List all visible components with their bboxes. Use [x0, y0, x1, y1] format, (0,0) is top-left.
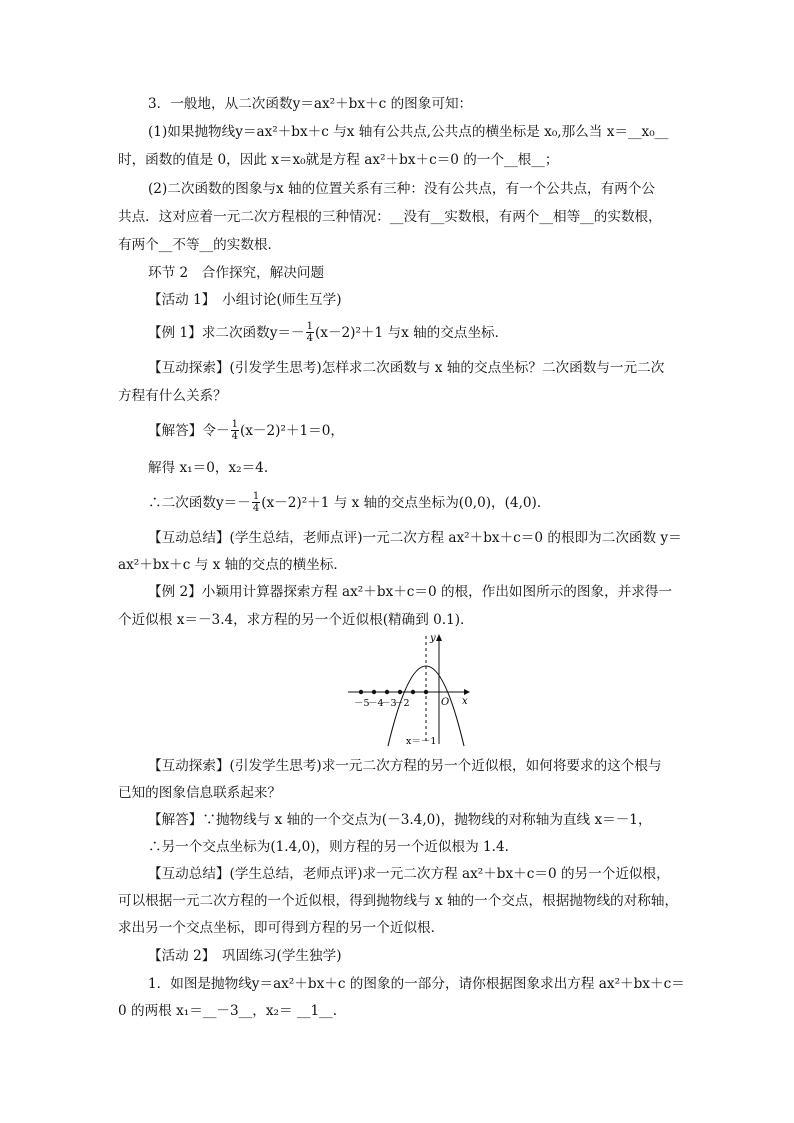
sec3-line-5: 共点．这对应着一元二次方程根的三种情况：__没有__实数根，有两个__相等__的实数根，: [118, 209, 662, 225]
answer-none: __没有__: [389, 209, 445, 225]
answer-x2: __1__: [296, 1003, 333, 1019]
y-axis-arrow-icon: [436, 634, 442, 641]
tick-label-neg4: －4: [368, 698, 384, 709]
point-dot: [424, 690, 428, 694]
summary-2-line-2: 可以根据一元二次方程的一个近似根，得到抛物线与 x 轴的一个交点，根据抛物线的对称轴，: [118, 893, 679, 909]
answer-1-line-2: 解得 x₁＝0，x₂＝4.: [148, 460, 269, 476]
point-dot: [372, 690, 376, 694]
answer-1-line-3: ∴二次函数y＝－ $\frac{1}{4}$ (x－2)²＋1 与 x 轴的交点坐标为(0,0)，(4,0).: [148, 491, 542, 514]
answer-2-line-1: 【解答】∵抛物线与 x 轴的一个交点为(－3.4,0)，抛物线的对称轴为直线 x＝－1，: [148, 812, 652, 828]
fraction: $\frac{1}{4}$: [252, 491, 260, 514]
answer-1-line-1: 【解答】令－ $\frac{1}{4}$ (x－2)²＋1＝0，: [148, 419, 344, 442]
parabola-graph: [346, 632, 476, 748]
summary-1-line-1: 【互动总结】(学生总结，老师点评)一元二次方程 ax²＋bx＋c＝0 的根即为二次函数 y＝: [148, 530, 682, 546]
example-2-line-1: 【例 2】小颖用计算器探索方程 ax²＋bx＋c＝0 的根，作出如图所示的图象，并求得一: [148, 584, 673, 600]
tick-label-neg2: －2: [394, 698, 410, 709]
x-axis-arrow-icon: [464, 689, 470, 695]
summary-1-line-2: ax²＋bx＋c 与 x 轴的交点的横坐标．: [118, 557, 347, 573]
explore-1-line-2: 方程有什么关系？: [118, 388, 227, 404]
section-heading: 环节 2 合作探究，解决问题: [148, 265, 325, 281]
explore-1-line-1: 【互动探索】(引发学生思考)怎样求二次函数与 x 轴的交点坐标？二次函数与一元二次: [148, 360, 665, 376]
answer-x1: __－3__: [202, 1003, 253, 1019]
example-1: 【例 1】求二次函数y＝－ $\frac{1}{4}$ (x－2)²＋1 与x 轴的交点坐标．: [148, 321, 509, 344]
origin-label: O: [441, 697, 450, 708]
answer-unequal: __不等__: [158, 237, 214, 253]
answer-root: __根__: [504, 152, 545, 168]
answer-equal: __相等__: [539, 209, 594, 225]
x-axis-label: x: [462, 696, 468, 707]
activity-2-heading: 【活动 2】 巩固练习(学生独学): [148, 948, 342, 964]
question-1-line-1: 1．如图是抛物线y＝ax²＋bx＋c 的图象的一部分，请你根据图象求出方程 ax²＋bx＋c＝: [148, 976, 685, 992]
point-dot: [359, 690, 363, 694]
explore-2-line-2: 已知的图象信息联系起来？: [118, 785, 282, 801]
explore-2-line-1: 【互动探索】(引发学生思考)求一元二次方程的另一个近似根，如何将要求的这个根与: [148, 758, 662, 774]
parabola-graph-svg: [346, 632, 476, 748]
tick-label-neg3: －3: [381, 698, 397, 709]
summary-2-line-3: 求出另一个交点坐标，即可得到方程的另一个近似根．: [118, 920, 445, 936]
fraction: $\frac{1}{4}$: [306, 321, 313, 344]
activity-1-heading: 【活动 1】 小组讨论(师生互学): [148, 292, 342, 308]
sec3-line-3: 时，函数的值是 0，因此 x＝x₀就是方程 ax²＋bx＋c＝0 的一个__根__；: [118, 152, 559, 168]
tick-label-neg5: －5: [354, 698, 370, 709]
answer-2-line-2: ∴另一个交点坐标为(1.4,0)，则方程的另一个近似根为 1.4.: [148, 839, 509, 855]
sec3-line-6: 有两个__不等__的实数根．: [118, 237, 282, 253]
example-2-line-2: 个近似根 x＝－3.4，求方程的另一个近似根(精确到 0.1)．: [118, 612, 474, 628]
sec3-line-1: 3．一般地，从二次函数y＝ax²＋bx＋c 的图象可知：: [148, 96, 473, 112]
point-dot: [398, 690, 402, 694]
sec3-line-4: (2)二次函数的图象与x 轴的位置关系有三种：没有公共点，有一个公共点，有两个公: [148, 181, 656, 197]
point-dot: [385, 690, 389, 694]
question-1-line-2: 0 的两根 x₁＝__－3__，x₂＝ __1__.: [118, 1003, 338, 1019]
summary-2-line-1: 【互动总结】(学生总结，老师点评)求一元二次方程 ax²＋bx＋c＝0 的另一个近似根，: [148, 866, 670, 882]
sec3-line-2: (1)如果抛物线y＝ax²＋bx＋c 与x 轴有公共点,公共点的横坐标是 x₀,那么当 x＝__x₀__: [148, 124, 669, 140]
fraction: $\frac{1}{4}$: [231, 419, 238, 442]
point-dot: [411, 690, 415, 694]
answer-x0: __x₀__: [627, 124, 669, 140]
y-axis-label: y: [430, 633, 436, 644]
symmetry-label: x＝－1: [406, 736, 437, 747]
